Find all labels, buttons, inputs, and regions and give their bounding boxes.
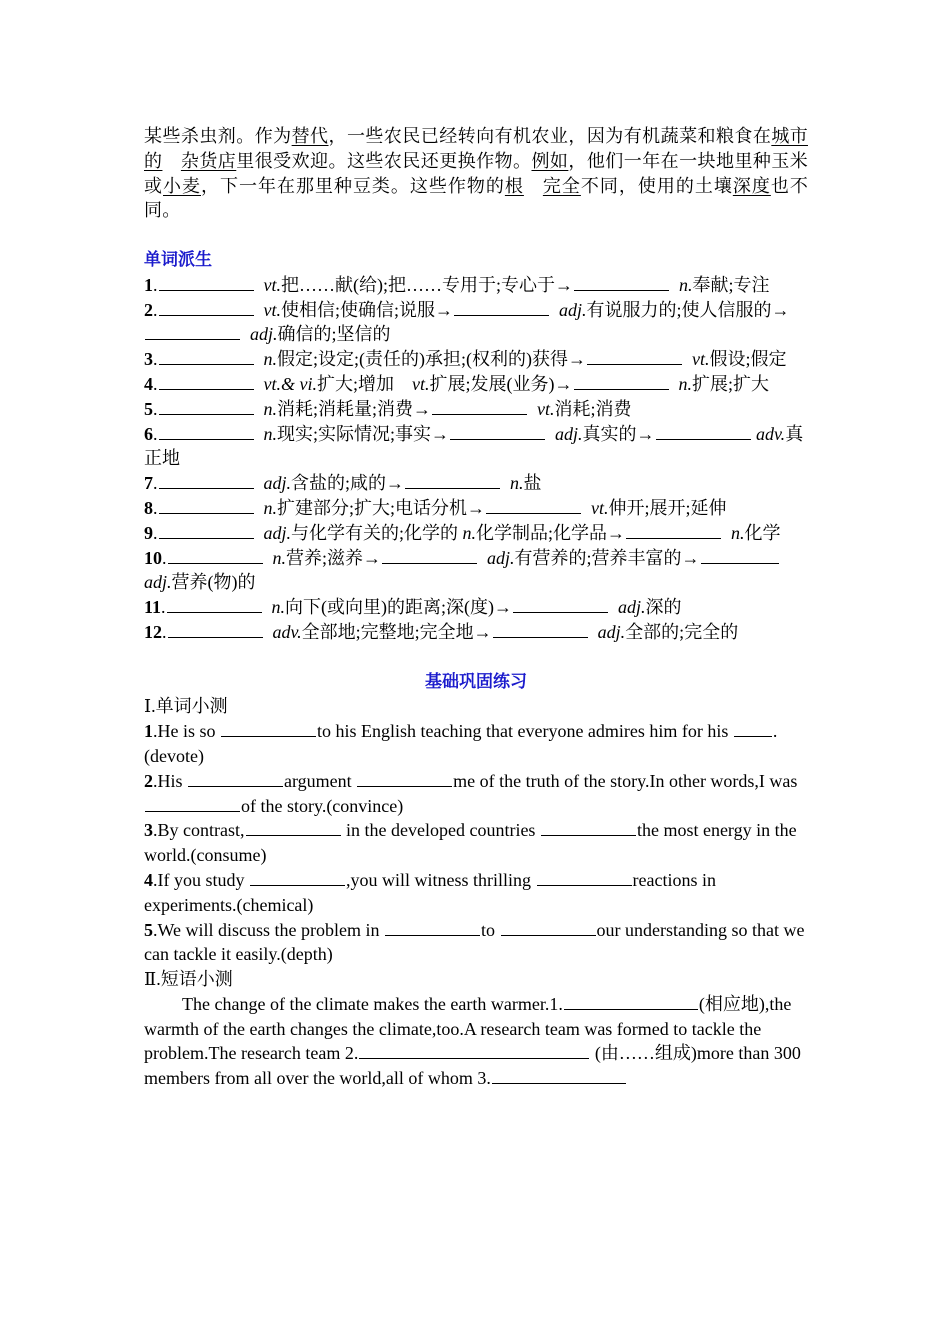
definition: 真正地 xyxy=(144,423,804,469)
definition: 扩展;扩大 xyxy=(692,373,770,394)
definition: 有说服力的;使人信服的→ xyxy=(586,299,790,320)
derivation-item-11: 11. n.向下(或向里)的距离;深(度)→ adj.深的 xyxy=(144,597,682,618)
part-of-speech: adj. xyxy=(559,299,587,320)
part-of-speech: adj. xyxy=(144,572,172,593)
answer-blank[interactable] xyxy=(513,595,608,613)
quiz-item-1 xyxy=(144,719,808,769)
item-number: 12 xyxy=(144,621,162,642)
underlined-term: 根 xyxy=(504,175,524,196)
sentence-text: reactions in experiments.(chemical) xyxy=(144,869,716,915)
text-segment: 不同，使用的土壤 xyxy=(580,175,733,196)
underlined-term: 例如 xyxy=(531,150,569,171)
answer-blank[interactable] xyxy=(432,397,527,415)
definition: 有营养的;营养丰富的→ xyxy=(514,547,700,568)
item-number: 2 xyxy=(144,770,153,791)
spacer xyxy=(144,645,808,670)
answer-blank[interactable] xyxy=(250,868,345,886)
answer-blank[interactable] xyxy=(159,372,254,390)
definition: 伸开;展开;延伸 xyxy=(608,497,727,518)
derivation-item-2: 2. vt.使相信;使确信;说服→ adj.有说服力的;使人信服的→ adj.确信的;坚信的 xyxy=(144,299,790,345)
part-of-speech: adj. xyxy=(618,597,646,618)
subsection-title: Ⅱ.短语小测 xyxy=(144,969,233,990)
item-number: 2 xyxy=(144,299,153,320)
definition: 现实;实际情况;事实→ xyxy=(277,423,450,444)
sentence-text: .We will discuss the problem in xyxy=(153,919,385,940)
spacer xyxy=(144,223,808,248)
answer-blank[interactable] xyxy=(168,546,263,564)
part-of-speech: adj. xyxy=(263,522,292,543)
sentence-text: .(devote) xyxy=(144,721,778,766)
part-of-speech: n. xyxy=(272,547,286,568)
part-of-speech: n. xyxy=(462,522,477,543)
sentence-text: the most energy in the world.(consume) xyxy=(144,820,797,866)
answer-blank[interactable] xyxy=(188,769,283,787)
sentence-text: in the developed countries xyxy=(341,820,540,841)
definition: 深的 xyxy=(645,597,682,618)
sentence-text: of the story.(convince) xyxy=(241,795,404,816)
answer-blank[interactable] xyxy=(486,496,581,514)
quiz-item-2 xyxy=(144,769,808,819)
definition: 化学 xyxy=(744,522,781,543)
definition: 消耗;消耗量;消费→ xyxy=(277,398,432,419)
part-of-speech: vt.& vi. xyxy=(263,373,317,394)
sentence-text: ,you will witness thrilling xyxy=(346,869,536,890)
subsection-title: Ⅰ.单词小测 xyxy=(144,696,228,717)
part-of-speech: adv. xyxy=(272,621,302,642)
part-of-speech: adj. xyxy=(263,473,292,494)
item-number: 9 xyxy=(144,522,153,543)
part-of-speech: n. xyxy=(263,497,277,518)
part-of-speech: vt. xyxy=(691,349,710,370)
text-segment: 也不同。 xyxy=(144,175,809,221)
part-of-speech: vt. xyxy=(263,274,281,295)
answer-blank[interactable] xyxy=(587,347,682,365)
answer-blank[interactable] xyxy=(701,546,779,564)
text-segment: 里很受欢迎。这些农民还更换作物。 xyxy=(236,150,532,171)
part-of-speech: n. xyxy=(510,473,524,494)
item-number: 1 xyxy=(144,721,153,742)
section-heading: 基础巩固练习 xyxy=(425,671,527,692)
sentence-text: to xyxy=(481,919,500,940)
part-of-speech: adj. xyxy=(487,547,515,568)
answer-blank[interactable] xyxy=(501,918,596,936)
derivation-item-1: 1. vt.把……献(给);把……专用于;专心于→ n.奉献;专注 xyxy=(144,274,770,295)
item-number: 6 xyxy=(144,423,153,444)
definition: 含盐的;咸的→ xyxy=(291,473,405,494)
item-number: 3 xyxy=(144,820,153,841)
definition: 向下(或向里)的距离;深(度)→ xyxy=(285,597,512,618)
text-segment xyxy=(162,151,180,171)
definition: 真实的→ xyxy=(582,423,655,444)
text-segment: 某些杀虫剂。作为 xyxy=(144,126,292,146)
answer-blank[interactable] xyxy=(734,719,772,737)
part-of-speech: n. xyxy=(263,423,277,444)
definition: 使相信;使确信;说服→ xyxy=(281,299,454,320)
sentence-text: our understanding so that we can tackle it easily.(depth) xyxy=(144,919,805,965)
phrase-passage xyxy=(144,992,808,1091)
answer-blank[interactable] xyxy=(454,298,549,316)
definition: 确信的;坚信的 xyxy=(277,324,391,345)
part-of-speech: n. xyxy=(271,597,286,618)
answer-blank[interactable] xyxy=(246,818,341,836)
definition: 把……献(给);把……专用于;专心于→ xyxy=(281,274,573,295)
answer-blank[interactable] xyxy=(656,422,751,440)
answer-blank[interactable] xyxy=(159,471,254,489)
underlined-term: 城市的 xyxy=(144,126,808,171)
quiz-item-3 xyxy=(144,818,808,868)
answer-blank[interactable] xyxy=(626,521,721,539)
item-number: 8 xyxy=(144,497,153,518)
item-number: 1 xyxy=(144,274,153,295)
definition: 假设;假定 xyxy=(709,349,787,370)
sentence-text: .His xyxy=(153,770,188,791)
answer-blank[interactable] xyxy=(492,1066,626,1084)
definition: 扩建部分;扩大;电话分机→ xyxy=(277,497,486,518)
definition: 扩展;发展(业务)→ xyxy=(429,373,573,394)
part-of-speech: n. xyxy=(678,373,692,394)
sentence-text: to his English teaching that everyone admires him for his xyxy=(317,721,733,742)
part-of-speech: adj. xyxy=(597,621,626,642)
practice-section xyxy=(144,670,808,1092)
definition: 奉献;专注 xyxy=(692,274,770,295)
derivation-item-10: 10. n.营养;滋养→ adj.有营养的;营养丰富的→ adj.营养(物)的 xyxy=(144,546,808,596)
derivation-item-8: 8. n.扩建部分;扩大;电话分机→ vt.伸开;展开;延伸 xyxy=(144,497,727,518)
item-number: 11 xyxy=(144,597,162,618)
text-segment: ，他们一年在一块地里种玉米或 xyxy=(144,150,808,196)
answer-blank[interactable] xyxy=(359,1041,589,1059)
definition: 扩大;增加 xyxy=(316,373,412,394)
part-of-speech: vt. xyxy=(412,373,430,394)
definition: 假定;设定;(责任的)承担;(权利的)获得→ xyxy=(277,349,586,370)
answer-blank[interactable] xyxy=(159,521,254,539)
item-number: 10 xyxy=(144,547,162,568)
item-number: 4 xyxy=(144,373,153,394)
quiz-item-4 xyxy=(144,868,808,918)
answer-blank[interactable] xyxy=(159,273,254,291)
derivation-item-9: 9. adj.与化学有关的;化学的 n.化学制品;化学品→ n.化学 xyxy=(144,522,781,543)
sentence-text: .He is so xyxy=(153,721,220,742)
text-segment xyxy=(524,176,543,196)
sentence-text: me of the truth of the story.In other words,I was xyxy=(453,770,798,791)
answer-blank[interactable] xyxy=(159,496,254,514)
answer-blank[interactable] xyxy=(537,868,632,886)
sentence-text: argument xyxy=(284,770,357,791)
definition: 盐 xyxy=(523,473,542,494)
answer-blank[interactable] xyxy=(493,620,588,638)
answer-blank[interactable] xyxy=(159,298,254,316)
derivation-item-7: 7. adj.含盐的;咸的→ n.盐 xyxy=(144,473,542,494)
quiz-item-5 xyxy=(144,918,808,968)
underlined-term: 完全 xyxy=(542,175,581,196)
answer-blank[interactable] xyxy=(405,471,500,489)
underlined-term: 杂货店 xyxy=(180,150,237,171)
answer-blank[interactable] xyxy=(221,719,316,737)
text-segment: ，一些农民已经转向有机农业，因为有机蔬菜和粮食在 xyxy=(328,126,772,146)
answer-blank[interactable] xyxy=(357,769,452,787)
sentence-text: .By contrast, xyxy=(153,820,245,841)
sentence-text: .If you study xyxy=(153,869,249,890)
answer-blank[interactable] xyxy=(382,546,477,564)
part-of-speech: adv. xyxy=(756,423,786,444)
derivation-item-4: 4. vt.& vi.扩大;增加 vt.扩展;发展(业务)→ n.扩展;扩大 xyxy=(144,373,770,394)
part-of-speech: n. xyxy=(263,349,277,370)
passage-text: (由……组成)more than 300 members from all over the world,all of whom 3. xyxy=(144,1043,801,1089)
definition: 与化学有关的;化学的 xyxy=(291,522,463,543)
word-derivation-section xyxy=(144,248,808,645)
part-of-speech: n. xyxy=(679,274,693,295)
answer-blank[interactable] xyxy=(450,422,545,440)
derivation-item-3: 3. n.假定;设定;(责任的)承担;(权利的)获得→ vt.假设;假定 xyxy=(144,349,787,370)
answer-blank[interactable] xyxy=(564,992,698,1010)
item-number: 5 xyxy=(144,398,153,419)
definition: 营养;滋养→ xyxy=(286,547,382,568)
derivation-item-5: 5. n.消耗;消耗量;消费→ vt.消耗;消费 xyxy=(144,398,632,419)
part-of-speech: n. xyxy=(731,522,745,543)
part-of-speech: vt. xyxy=(263,299,281,320)
part-of-speech: n. xyxy=(263,398,277,419)
part-of-speech: vt. xyxy=(537,398,555,419)
item-number: 4 xyxy=(144,869,153,890)
definition: 全部地;完整地;完全地→ xyxy=(301,621,492,642)
answer-blank[interactable] xyxy=(159,422,254,440)
passage-text: (相应地),the warmth of the earth changes the climate,too.A research team was formed to tackle the problem.The research team 2. xyxy=(144,993,792,1064)
answer-blank[interactable] xyxy=(145,322,240,340)
derivation-item-12: 12. adv.全部地;完整地;完全地→ adj.全部的;完全的 xyxy=(144,621,739,642)
answer-blank[interactable] xyxy=(159,347,254,365)
underlined-term: 深度 xyxy=(732,175,771,196)
document-page xyxy=(144,124,808,1091)
answer-blank[interactable] xyxy=(574,273,669,291)
derivation-item-6: 6. n.现实;实际情况;事实→ adj.真实的→ adv.真正地 xyxy=(144,423,804,469)
item-number: 7 xyxy=(144,473,153,494)
underlined-term: 小麦 xyxy=(163,175,201,196)
answer-blank[interactable] xyxy=(159,397,254,415)
answer-blank[interactable] xyxy=(385,918,480,936)
answer-blank[interactable] xyxy=(167,595,262,613)
definition: 营养(物)的 xyxy=(171,572,256,593)
answer-blank[interactable] xyxy=(145,794,240,812)
part-of-speech: adj. xyxy=(555,423,583,444)
answer-blank[interactable] xyxy=(541,818,636,836)
passage-text: The change of the climate makes the earth warmer.1. xyxy=(182,993,563,1014)
item-number: 3 xyxy=(144,349,153,370)
answer-blank[interactable] xyxy=(168,620,263,638)
part-of-speech: vt. xyxy=(591,497,609,518)
item-number: 5 xyxy=(144,919,153,940)
answer-blank[interactable] xyxy=(574,372,669,390)
part-of-speech: adj. xyxy=(250,324,278,345)
definition: 消耗;消费 xyxy=(554,398,632,419)
section-heading: 单词派生 xyxy=(144,249,212,270)
underlined-term: 替代 xyxy=(291,126,329,146)
text-segment: ，下一年在那里种豆类。这些作物的 xyxy=(201,175,505,196)
definition: 化学制品;化学品→ xyxy=(476,522,626,543)
intro-paragraph xyxy=(144,124,808,223)
definition: 全部的;完全的 xyxy=(625,621,739,642)
